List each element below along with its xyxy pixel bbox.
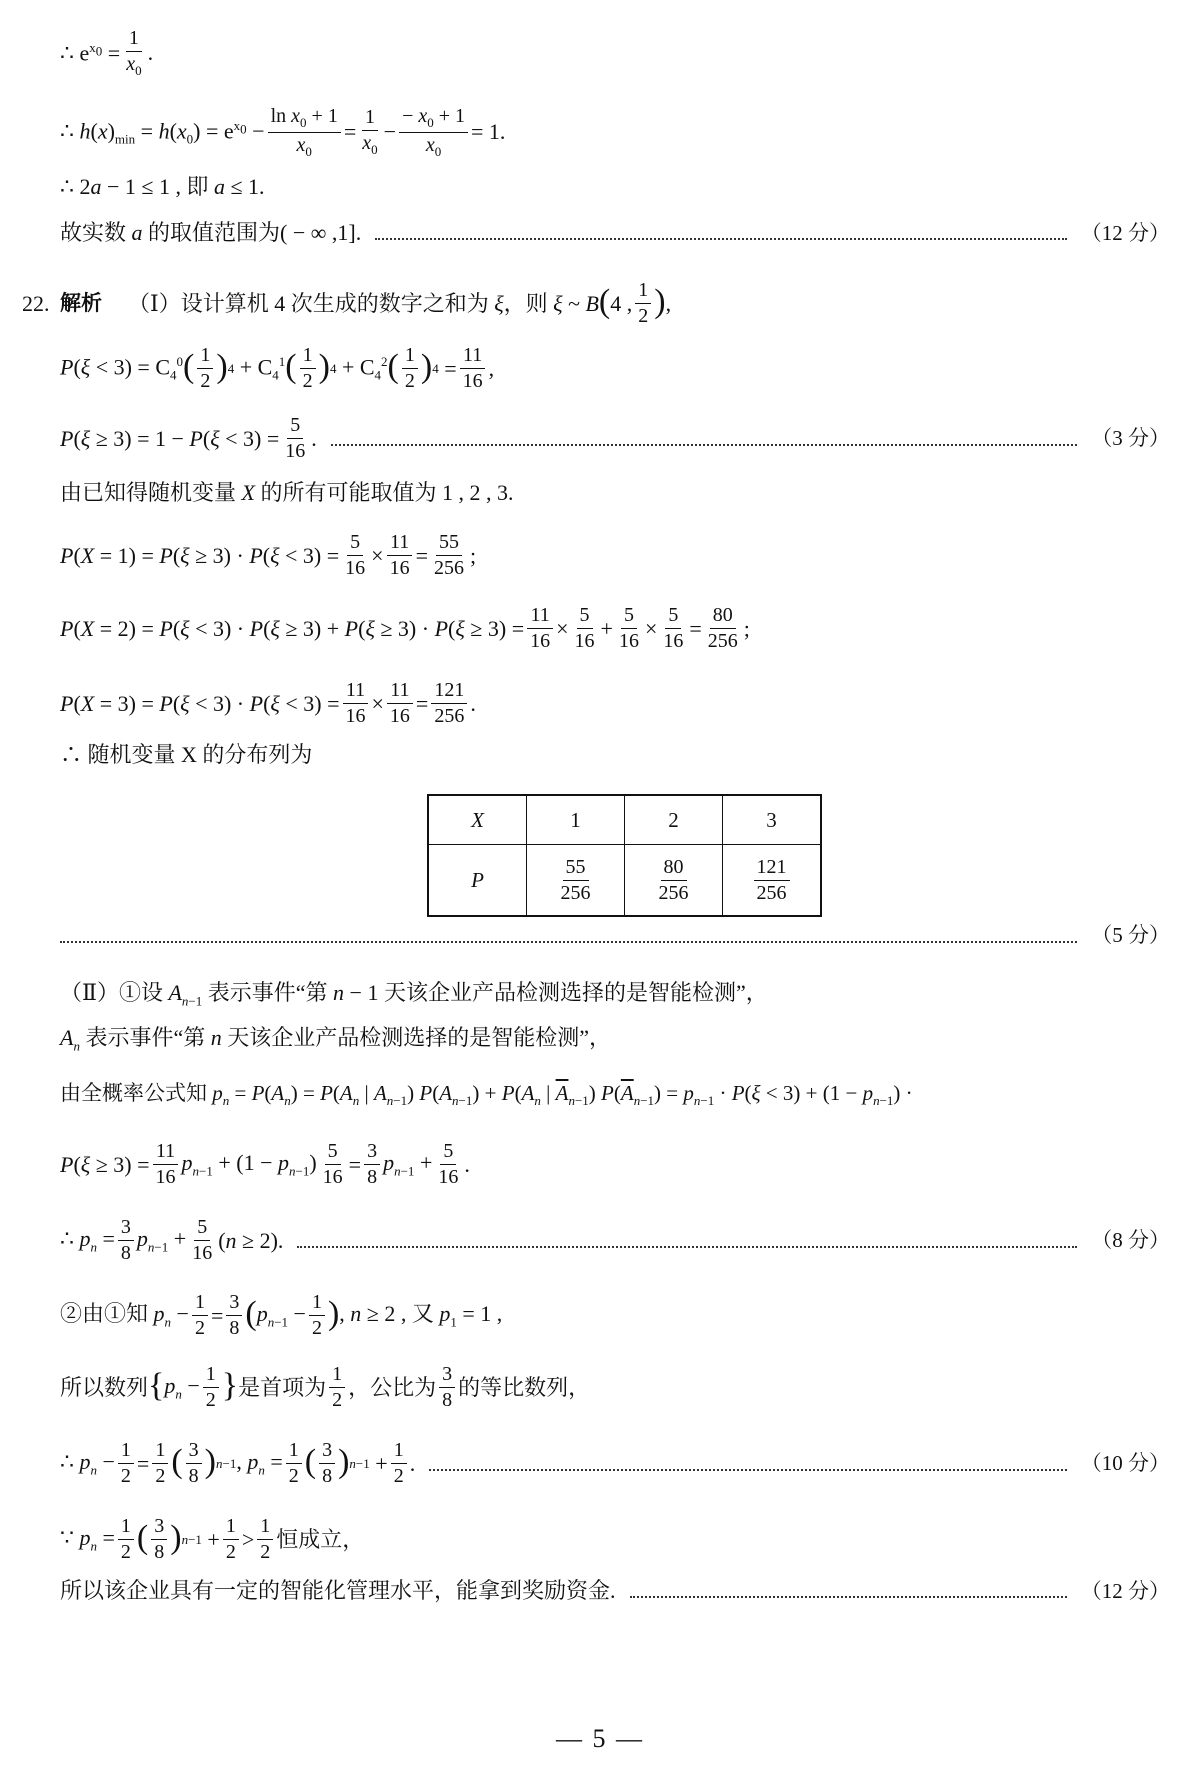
table-row-label: P	[428, 845, 527, 917]
table-row	[428, 845, 821, 917]
table-cell: $\frac{80}{256}$	[625, 845, 723, 917]
line-18: ②由①知 $p_n$ − $\frac{1}{2}$ = $\frac{3}{8}$ ( $p_{n-1}$ − $\frac{1}{2}$ ) , n ≥ 2 , 又 $p_1 = 1$ ,	[60, 1291, 503, 1339]
line-11: P(X = 3) = P(ξ < 3) · P(ξ < 3) = $\frac{11}{16}$ × $\frac{11}{16}$ = $\frac{121}{256}$ .	[60, 679, 476, 727]
line-16: P(ξ ≥ 3) = $\frac{11}{16}$ $p_{n-1} + (1 - p_{n-1})$ $\frac{5}{16}$ = $\frac{3}{8}$ $p_{n-1}$ + $\frac{5}{16}$ .	[60, 1140, 470, 1188]
dotted-leader	[297, 1246, 1077, 1248]
problem-22-header: 22. 解析 （Ⅰ）设计算机 4 次生成的数字之和为 ξ，则 ξ ~ B ( 4 , $\frac{1}{2}$ ) ,	[22, 279, 672, 327]
table-row	[428, 795, 821, 845]
distribution-table	[427, 794, 822, 917]
dotted-leader	[630, 1596, 1067, 1598]
dotted-leader	[331, 444, 1077, 446]
problem-number: 22.	[22, 290, 50, 316]
analysis-keyword: 解析	[60, 292, 102, 315]
line-10: P(X = 2) = P(ξ < 3) · P(ξ ≥ 3) + P(ξ ≥ 3) · P(ξ ≥ 3) = $\frac{11}{16}$ × $\frac{5}{16}$ + $\frac{5}{16}$ × $\frac{5}{16}$ = $\frac{80}{256}$ ;	[60, 604, 750, 652]
line-1: ∴ $e^{x_0}$ = $\frac{1}{x_0}$ .	[60, 27, 154, 78]
dotted-leader	[60, 941, 1077, 943]
table-score-line	[60, 925, 1170, 946]
line-3: ∴ 2a − 1 ≤ 1 , 即 a ≤ 1.	[60, 174, 265, 199]
table-cell: $\frac{121}{256}$	[723, 845, 822, 917]
score-mark: （12 分）	[1080, 220, 1170, 245]
table-header-label: X	[428, 795, 527, 845]
line-2: ∴ $h(x)_{min} = h(x_0) = e^{x_0}$ − $\frac{\ln x_0 + 1}{x_0}$ = $\frac{1}{x_0}$ − $\frac{- x_0 + 1}{x_0}$ = 1.	[60, 105, 506, 159]
line-7: P(ξ ≥ 3) = 1 − P(ξ < 3) = $\frac{5}{16}$ . （3 分）	[60, 414, 1170, 462]
line-9: P(X = 1) = P(ξ ≥ 3) · P(ξ < 3) = $\frac{5}{16}$ × $\frac{11}{16}$ = $\frac{55}{256}$ ;	[60, 531, 477, 579]
line-21: ∵ $p_n$ = $\frac{1}{2}$ ( $\frac{3}{8}$ ) n−1 + $\frac{1}{2}$ > $\frac{1}{2}$ 恒成立，	[60, 1515, 365, 1563]
table-cell: 1	[527, 795, 625, 845]
table-cell: 3	[723, 795, 822, 845]
line-6: $P(\xi < 3) = C_4^0$ ( $\frac{1}{2}$ ) 4 + $C_4^1$ ( $\frac{1}{2}$ ) 4 + $C_4^2$ ( $\frac{1}{2}$ ) 4 = $\frac{11}{16}$ ,	[60, 344, 495, 392]
table-cell: 2	[625, 795, 723, 845]
line-8: 由已知得随机变量 X 的所有可能取值为 1 , 2 , 3.	[60, 480, 514, 505]
page-number: — 5 —	[556, 1724, 644, 1753]
score-mark: （10 分）	[1080, 1451, 1170, 1475]
score-mark: （12 分）	[1080, 1578, 1170, 1603]
line-13: （Ⅱ）①设 $A_{n-1}$ 表示事件“第 n − 1 天该企业产品检测选择的是智能检测”，	[60, 980, 768, 1009]
line-22: 所以该企业具有一定的智能化管理水平，能拿到奖励资金. （12 分）	[60, 1578, 1170, 1603]
line-14: $A_n$ 表示事件“第 n 天该企业产品检测选择的是智能检测”，	[60, 1025, 611, 1054]
line-19: 所以数列 { $p_n$ − $\frac{1}{2}$ } 是首项为 $\frac{1}{2}$ ，公比为 $\frac{3}{8}$ 的等比数列，	[60, 1363, 591, 1411]
table-cell: $\frac{55}{256}$	[527, 845, 625, 917]
score-mark: （8 分）	[1091, 1228, 1170, 1252]
line-17: ∴ $p_n$ = $\frac{3}{8}$ $p_{n-1}$ + $\frac{5}{16}$ (n ≥ 2). （8 分）	[60, 1216, 1170, 1264]
line-12: ∴ 随机变量 X 的分布列为	[60, 742, 313, 767]
dotted-leader	[429, 1469, 1067, 1471]
score-mark: （3 分）	[1091, 426, 1170, 450]
line-20: ∴ $p_n$ − $\frac{1}{2}$ = $\frac{1}{2}$ ( $\frac{3}{8}$ ) n−1 , $p_n$ = $\frac{1}{2}$ ( $\frac{3}{8}$ ) n−1 + $\frac{1}{2}$ . （10 分）	[60, 1439, 1170, 1487]
dotted-leader	[375, 238, 1066, 240]
line-4: 故实数 a 的取值范围为( − ∞ ,1]. （12 分）	[60, 220, 1170, 245]
score-mark: （5 分）	[1091, 923, 1170, 947]
line-15: 由全概率公式知 $p_n = P(A_n) = P(A_n$ | $A_{n-1}$) $P(A_{n-1}) + P(A_n$ | $\overline{A}_{n-1}$) $P(\overline{A}_{n-1}) = p_{n-1} \cdot P(\xi < 3) + (1 - p_{n-1})$ ·	[60, 1081, 913, 1109]
